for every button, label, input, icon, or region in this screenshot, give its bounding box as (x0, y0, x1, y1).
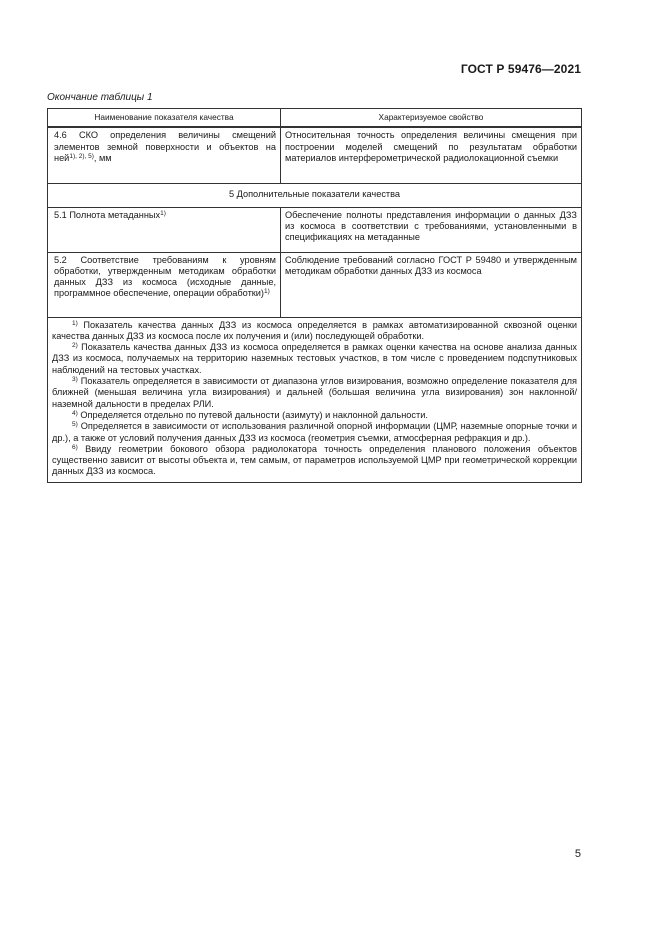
indicator-name-cell (48, 207, 281, 252)
footnote-text: Определяется отдельно по путевой дальности (азимуту) и наклонной дальности. (77, 409, 428, 420)
indicator-name-cell (48, 127, 281, 184)
footnote-text: Ввиду геометрии бокового обзора радиолокатора точность определения планового положения объектов существенно зависит от высоты объекта и, тем самым, от параметров используемой ЦМР при геометрической коррекции данных ДЗЗ из космоса. (52, 443, 577, 477)
table-row (48, 252, 582, 317)
footnote-mark: 2) (72, 342, 78, 350)
column-header-indicator: Наименование показателя качества (48, 109, 281, 128)
indicator-name: 5.1 Полнота метаданных (54, 209, 161, 220)
table-caption: Окончание таблицы 1 (47, 92, 153, 103)
document-code: ГОСТ Р 59476—2021 (460, 62, 581, 76)
footnote (52, 376, 577, 410)
section-row (48, 184, 582, 207)
table-row (48, 127, 582, 184)
table-header-row (48, 109, 582, 128)
table-row (48, 207, 582, 252)
footnote-text: Показатель определяется в зависимости от диапазона углов визирования, возможно определение показателя для ближней (меньшая величина угла визирования) и дальней (большая величина угла визирования) зон наклонной/наземной дальности в пределах РЛИ. (52, 376, 577, 409)
indicator-name: 4.6 СКО определения величины смещений элементов земной поверхности и объектов на ней (54, 130, 276, 163)
footnote-text: Показатель качества данных ДЗЗ из космоса определяется в рамках автоматизированной сквозной оценки качества данных ДЗЗ из космоса после их получения и (или) последующей обработки. (52, 319, 577, 341)
footnote-mark: 5) (72, 421, 78, 429)
indicator-property-cell: Относительная точность определения величины смещения при построении моделей смещений по результатам обработки материалов интерферометрической радиолокационной съемки (281, 127, 582, 184)
footnote-mark: 6) (72, 443, 78, 451)
column-header-property: Характеризуемое свойство (281, 109, 582, 128)
footnote-ref: 1) (263, 288, 270, 296)
footnote-ref: 1), 2), 5) (69, 152, 94, 160)
indicator-name-cell (48, 252, 281, 317)
quality-indicators-table (47, 108, 582, 483)
footnote (52, 444, 577, 478)
footnote-text: Определяется в зависимости от использования различной опорной информации (ЦМР, наземные опорные точки и др.), а также от условий получения данных ДЗЗ из космоса (геометрия съемки, атмосферная рефракция и др.). (52, 421, 577, 443)
footnote-mark: 4) (72, 409, 78, 417)
indicator-name: 5.2 Соответствие требованиям к уровням обработки, утвержденным методикам обработки данных ДЗЗ из космоса (исходные данные, программное обеспечение, операции обработки) (54, 254, 276, 299)
page-number: 5 (574, 848, 581, 860)
footnote-mark: 3) (72, 376, 78, 384)
indicator-unit: , мм (93, 152, 112, 163)
table-notes (48, 317, 582, 482)
footnote-text: Показатель качества данных ДЗЗ из космоса определяется в рамках оценки качества на основе анализа данных ДЗЗ из космоса, получаемых на территорию наземных тестовых участков, в том числе с проведением подспутниковых наблюдений на тестовых участках. (52, 342, 577, 375)
section-title: 5 Дополнительные показатели качества (48, 184, 582, 207)
footnote-ref: 1) (160, 209, 166, 217)
footnote (52, 342, 577, 376)
footnote (52, 410, 577, 421)
indicator-property-cell: Обеспечение полноты представления информации о данных ДЗЗ из космоса в соответствии с требованиями, установленными в спецификациях на метаданные (281, 207, 582, 252)
footnote (52, 320, 577, 343)
footnote-mark: 1) (72, 319, 78, 327)
notes-row (48, 317, 582, 482)
footnote (52, 421, 577, 444)
indicator-property-cell: Соблюдение требований согласно ГОСТ Р 59480 и утвержденным методикам обработки данных ДЗЗ из космоса (281, 252, 582, 317)
